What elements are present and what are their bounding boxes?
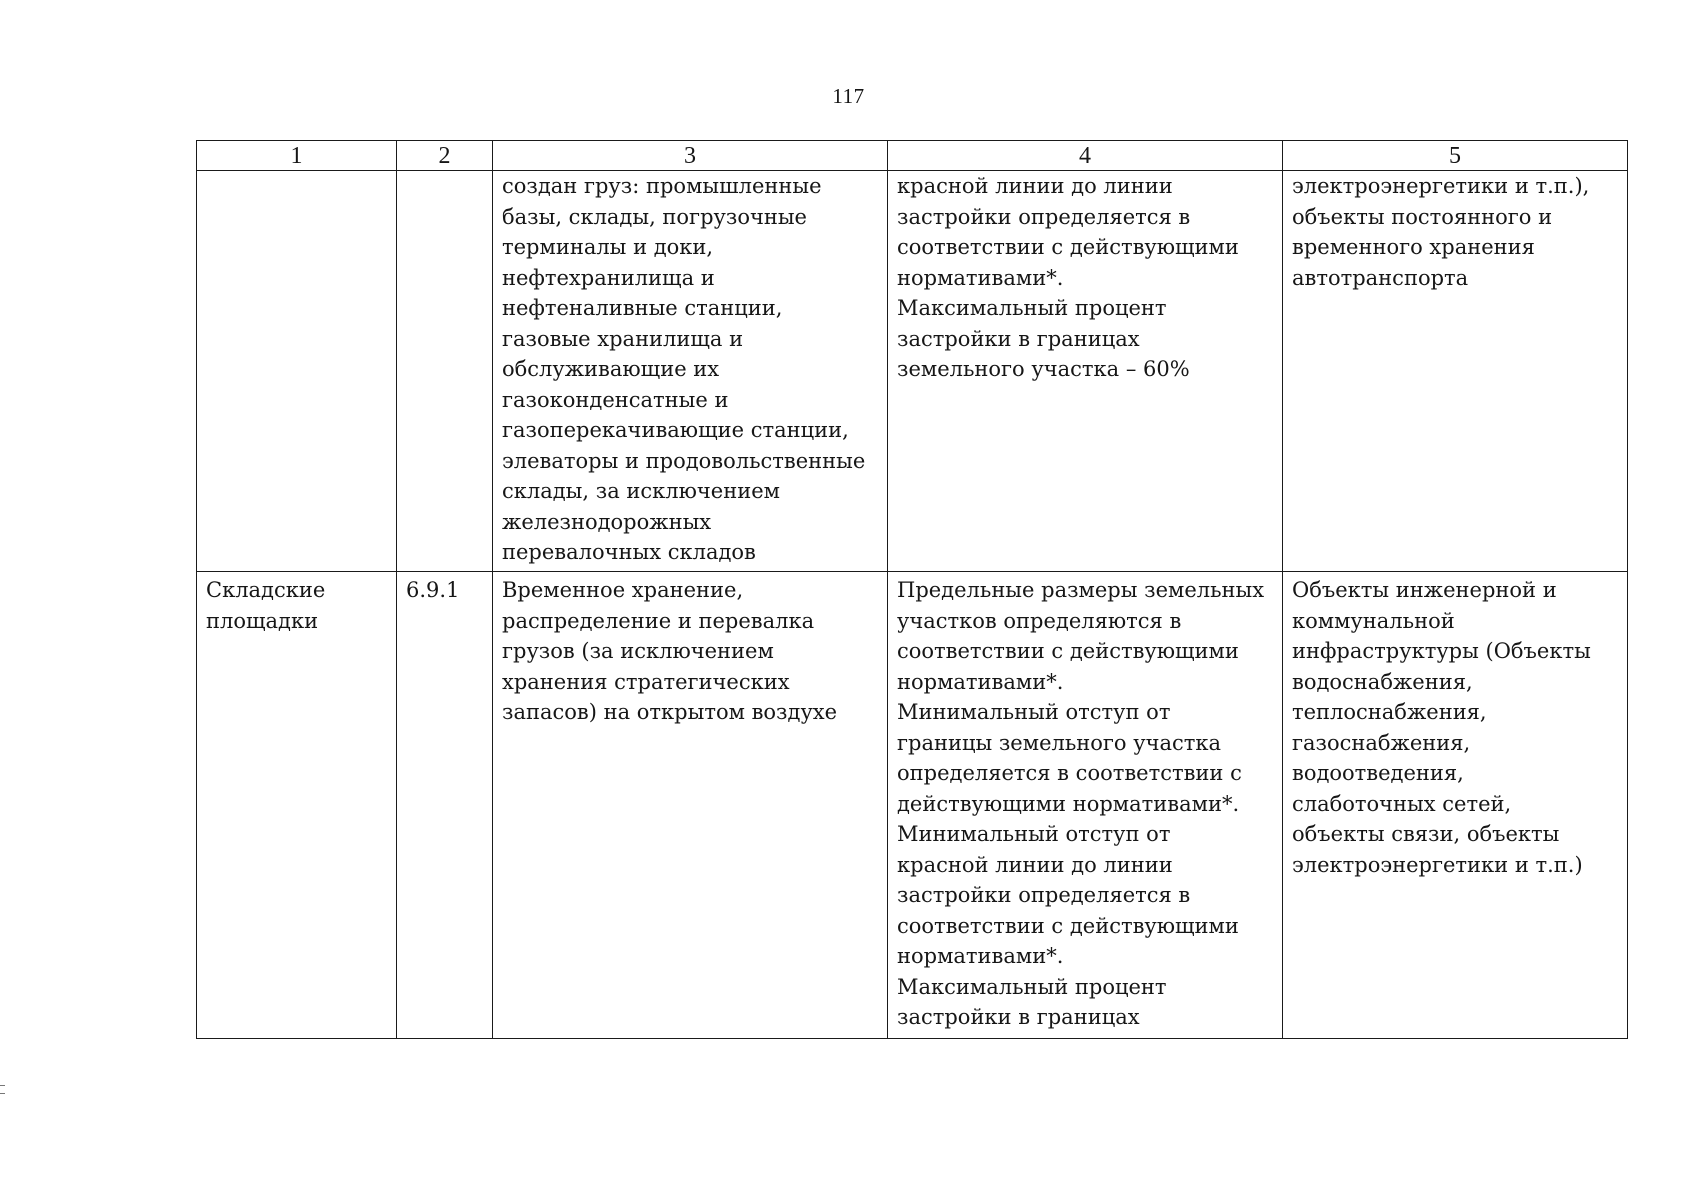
- cell-text-line: действующими нормативами*.: [897, 791, 1240, 816]
- cell-auxiliary-uses: [1283, 572, 1628, 1039]
- cell-text-line: временного хранения: [1292, 235, 1535, 259]
- cell-text-line: Максимальный процент: [897, 974, 1167, 999]
- scan-margin-mark: [0, 1085, 5, 1094]
- cell-use-description: [493, 572, 888, 1039]
- cell-text-line: железнодорожных: [502, 509, 712, 534]
- column-header-2: 2: [397, 141, 493, 171]
- column-header-3: 3: [493, 141, 888, 171]
- cell-text-line: терминалы и доки,: [502, 235, 714, 259]
- cell-text-line: нефтехранилища и: [502, 265, 715, 290]
- cell-use-code: [397, 171, 493, 572]
- cell-text-line: базы, склады, погрузочные: [502, 204, 807, 229]
- cell-use-code: [397, 572, 493, 1039]
- zoning-table: [196, 140, 1628, 1039]
- cell-text-line: хранения стратегических: [502, 669, 790, 694]
- cell-text-line: электроэнергетики и т.п.),: [1292, 174, 1590, 198]
- cell-building-parameters: [888, 171, 1283, 572]
- cell-text-line: нормативами*.: [897, 944, 1064, 968]
- cell-text-line: застройки определяется в: [897, 204, 1191, 229]
- cell-text-line: застройки в границах: [897, 326, 1140, 351]
- cell-text-line: газоснабжения,: [1292, 730, 1471, 755]
- cell-text-line: участков определяются в: [897, 608, 1182, 633]
- cell-text-line: границы земельного участка: [897, 730, 1222, 755]
- table-row: [197, 572, 1628, 1039]
- cell-use-description: [493, 171, 888, 572]
- cell-text-line: теплоснабжения,: [1292, 700, 1487, 724]
- cell-text-line: Минимальный отступ от: [897, 700, 1171, 724]
- cell-text-line: создан груз: промышленные: [502, 174, 822, 198]
- cell-text-line: соответствии с действующими: [897, 235, 1239, 259]
- cell-text-line: распределение и перевалка: [502, 608, 815, 633]
- cell-text-line: нормативами*.: [897, 265, 1064, 290]
- cell-permitted-use-name: [197, 572, 397, 1039]
- cell-text-line: водоснабжения,: [1292, 669, 1473, 694]
- cell-text-line: определяется в соответствии с: [897, 761, 1242, 785]
- cell-text-line: Временное хранение,: [502, 578, 744, 602]
- cell-text-line: Предельные размеры земельных: [897, 578, 1265, 602]
- cell-building-parameters: [888, 572, 1283, 1039]
- cell-text-line: красной линии до линии: [897, 174, 1173, 198]
- cell-text-line: Минимальный отступ от: [897, 822, 1171, 846]
- cell-text-line: нормативами*.: [897, 669, 1064, 694]
- cell-text-line: нефтеналивные станции,: [502, 296, 783, 320]
- cell-text-line: газоперекачивающие станции,: [502, 418, 849, 442]
- cell-text-line: слаботочных сетей,: [1292, 791, 1512, 816]
- table-header-row: [197, 141, 1628, 171]
- cell-text-line: Объекты инженерной и: [1292, 578, 1557, 602]
- cell-text-line: склады, за исключением: [502, 479, 780, 503]
- column-header-1: 1: [197, 141, 397, 171]
- cell-text-line: перевалочных складов: [502, 540, 756, 564]
- cell-text-line: объекты связи, объекты: [1292, 822, 1560, 846]
- cell-text-line: газовые хранилища и: [502, 326, 744, 351]
- cell-text-line: соответствии с действующими: [897, 639, 1239, 663]
- cell-text-line: инфраструктуры (Объекты: [1292, 639, 1591, 663]
- column-header-4: 4: [888, 141, 1283, 171]
- cell-text-line: земельного участка – 60%: [897, 357, 1190, 381]
- cell-text-line: запасов) на открытом воздухе: [502, 700, 838, 724]
- cell-text-line: объекты постоянного и: [1292, 204, 1553, 229]
- cell-text-line: Максимальный процент: [897, 296, 1167, 320]
- cell-text-line: электроэнергетики и т.п.): [1292, 852, 1583, 877]
- page-number: 117: [832, 84, 865, 108]
- cell-auxiliary-uses: [1283, 171, 1628, 572]
- cell-text-line: газоконденсатные и: [502, 387, 729, 412]
- cell-permitted-use-name: [197, 171, 397, 572]
- column-header-5: 5: [1283, 141, 1628, 171]
- cell-text-line: застройки в границах: [897, 1005, 1140, 1029]
- table-row: [197, 171, 1628, 572]
- cell-text-line: коммунальной: [1292, 608, 1455, 633]
- cell-text-line: обслуживающие их: [502, 357, 720, 381]
- cell-text-line: грузов (за исключением: [502, 639, 774, 663]
- cell-text-line: площадки: [206, 608, 319, 633]
- cell-text-line: Складские: [206, 578, 326, 602]
- cell-text-line: застройки определяется в: [897, 883, 1191, 907]
- cell-text-line: соответствии с действующими: [897, 913, 1239, 938]
- cell-text-line: автотранспорта: [1292, 265, 1469, 290]
- cell-text-line: водоотведения,: [1292, 761, 1464, 785]
- cell-text-line: 6.9.1: [406, 578, 460, 602]
- cell-text-line: красной линии до линии: [897, 852, 1173, 877]
- cell-text-line: элеваторы и продовольственные: [502, 448, 866, 473]
